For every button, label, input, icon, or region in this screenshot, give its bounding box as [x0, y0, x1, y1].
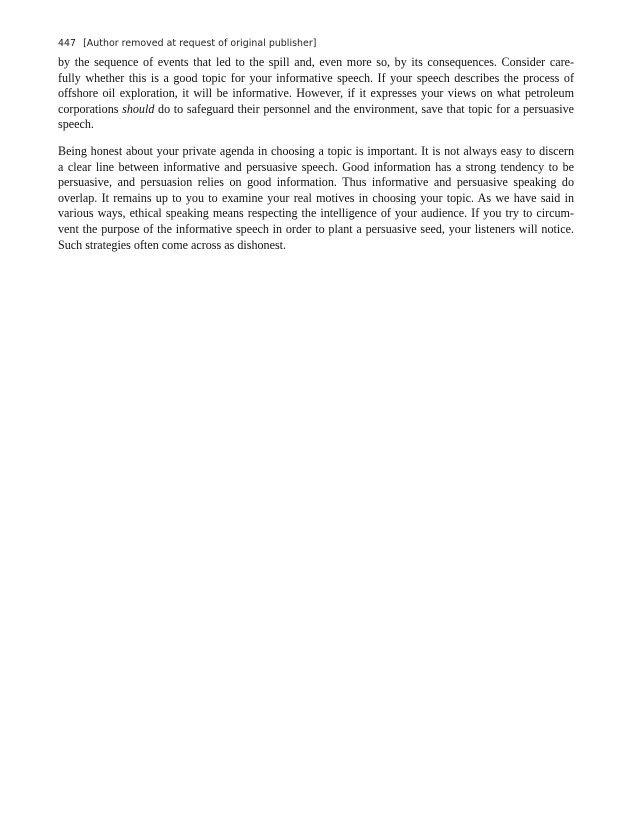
text-line: offshore oil exploration, it will be informative. However, if it expresses your views on what petroleum — [58, 86, 574, 101]
page-number: 447 — [58, 38, 77, 49]
text-line: fully whether this is a good topic for your informative speech. If your speech describes the process of — [58, 70, 574, 85]
text-line — [58, 102, 574, 118]
text-run: do to safeguard their personnel and the environment, save that topic for a persuasive — [154, 101, 575, 116]
text-line: vent the purpose of the informative speech in order to plant a persuasive seed, your listeners will notice. — [58, 221, 574, 236]
text-line: by the sequence of events that led to the spill and, even more so, by its consequences. Consider care- — [58, 55, 574, 69]
text-line-last: Such strategies often come across as dishonest. — [58, 237, 287, 252]
text-run: corporations — [58, 101, 123, 116]
text-line: persuasive, and persuasion relies on good information. Thus informative and persuasive speaking do — [58, 175, 574, 190]
text-line: Being honest about your private agenda in choosing a topic is important. It is not always easy to discern — [58, 143, 574, 158]
paragraph-1 — [58, 55, 574, 133]
text-line: a clear line between informative and persuasive speech. Good information has a strong tendency to be — [58, 159, 574, 174]
body-text — [58, 55, 574, 253]
emphasized-word: should — [122, 101, 155, 116]
text-line: various ways, ethical speaking means respecting the intelligence of your audience. If you try to circum- — [58, 206, 574, 221]
text-line: overlap. It remains up to you to examine your real motives in choosing your topic. As we have said in — [58, 190, 574, 205]
author-note: [Author removed at request of original publisher] — [83, 38, 317, 49]
paragraph-2 — [58, 144, 574, 253]
running-header — [58, 38, 316, 49]
text-line-last: speech. — [58, 117, 94, 132]
